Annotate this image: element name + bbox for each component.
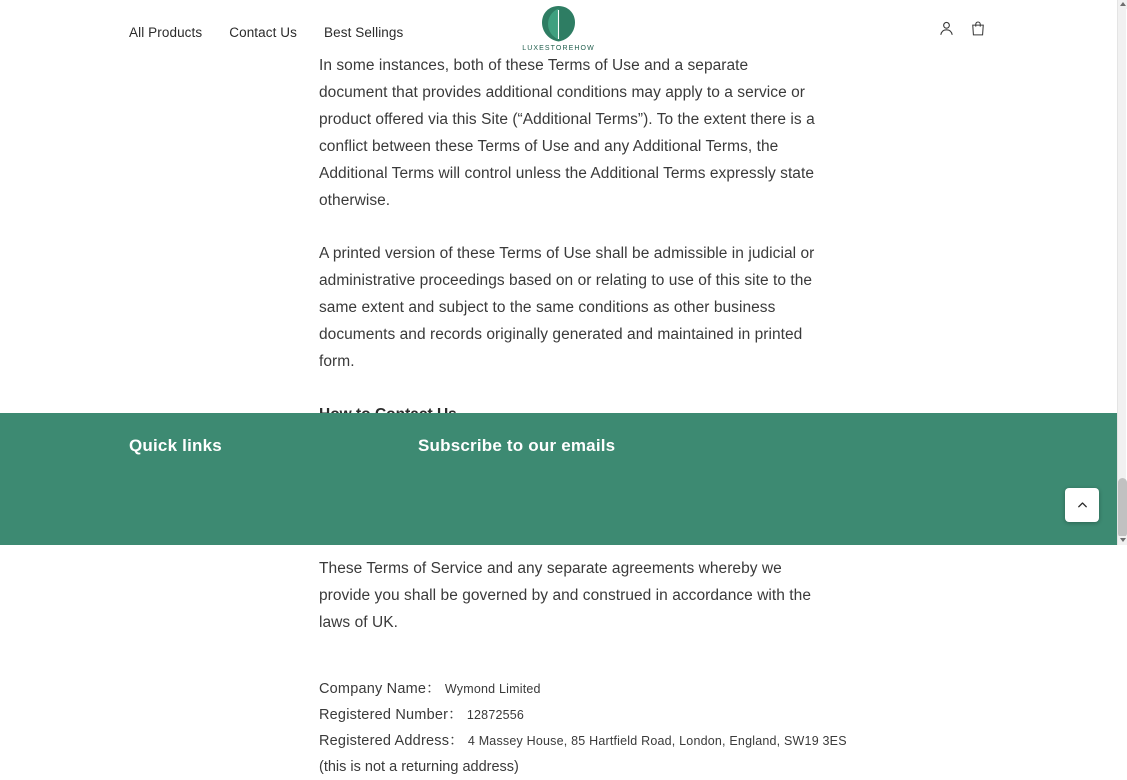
- site-logo[interactable]: [511, 4, 607, 52]
- company-address-note: (this is not a returning address): [319, 759, 519, 775]
- terms-paragraph-1: In some instances, both of these Terms of Use and a separate document that provides additional conditions may apply to a service or product offered via this Site (“Additional Terms”). To the extent there is a conflict between these Terms of Use and any Additional Terms, the Additional Terms will control unless the Additional Terms expressly state otherwise.: [319, 57, 815, 209]
- scroll-to-top-button[interactable]: [1065, 488, 1099, 522]
- terms-paragraph-4: These Terms of Service and any separate agreements whereby we provide you shall be governed by and construed in accordance with the laws of UK.: [319, 560, 812, 631]
- footer-subscribe: [418, 436, 615, 456]
- logo-leaf-icon: [537, 4, 580, 44]
- primary-navigation: [129, 21, 403, 40]
- company-details: [319, 676, 847, 780]
- nav-item-best-sellings[interactable]: Best Sellings: [324, 24, 404, 40]
- company-number-label: Registered Number：: [319, 707, 463, 723]
- company-address-row: [319, 728, 847, 754]
- nav-item-all-products[interactable]: All Products: [129, 24, 203, 40]
- company-number-row: [319, 702, 819, 728]
- header-icon-group: [937, 19, 987, 38]
- footer-quick-links-title: Quick links: [129, 436, 222, 455]
- company-address-label: Registered Address：: [319, 733, 464, 749]
- company-name-value: Wymond Limited: [444, 682, 541, 696]
- nav-item-contact-us[interactable]: Contact Us: [229, 24, 298, 40]
- footer-quick-links: [129, 436, 222, 456]
- company-name-label: Company Name：: [319, 681, 441, 697]
- company-name-row: [319, 676, 819, 702]
- scrollbar-down-arrow-icon[interactable]: [1118, 536, 1127, 545]
- company-address-value: 4 Massey House, 85 Hartfield Road, London, England, SW19 3ES: [467, 734, 847, 748]
- site-header: [0, 0, 1117, 60]
- account-icon[interactable]: [937, 19, 956, 38]
- browser-scrollbar[interactable]: [1117, 0, 1126, 545]
- scrollbar-up-arrow-icon[interactable]: [1118, 0, 1127, 9]
- scrollbar-thumb[interactable]: [1118, 478, 1127, 538]
- terms-paragraph-2: A printed version of these Terms of Use shall be admissible in judicial or administrative proceedings based on or relating to use of this site to the same extent and subject to the same conditions as other business documents and records originally generated and maintained in printed form.: [319, 245, 815, 370]
- footer-subscribe-title: Subscribe to our emails: [418, 436, 616, 455]
- company-number-value: 12872556: [466, 708, 525, 722]
- shopping-bag-icon[interactable]: [969, 19, 987, 38]
- site-footer: [0, 413, 1117, 545]
- logo-wordmark: LUXESTOREHOW: [522, 45, 595, 52]
